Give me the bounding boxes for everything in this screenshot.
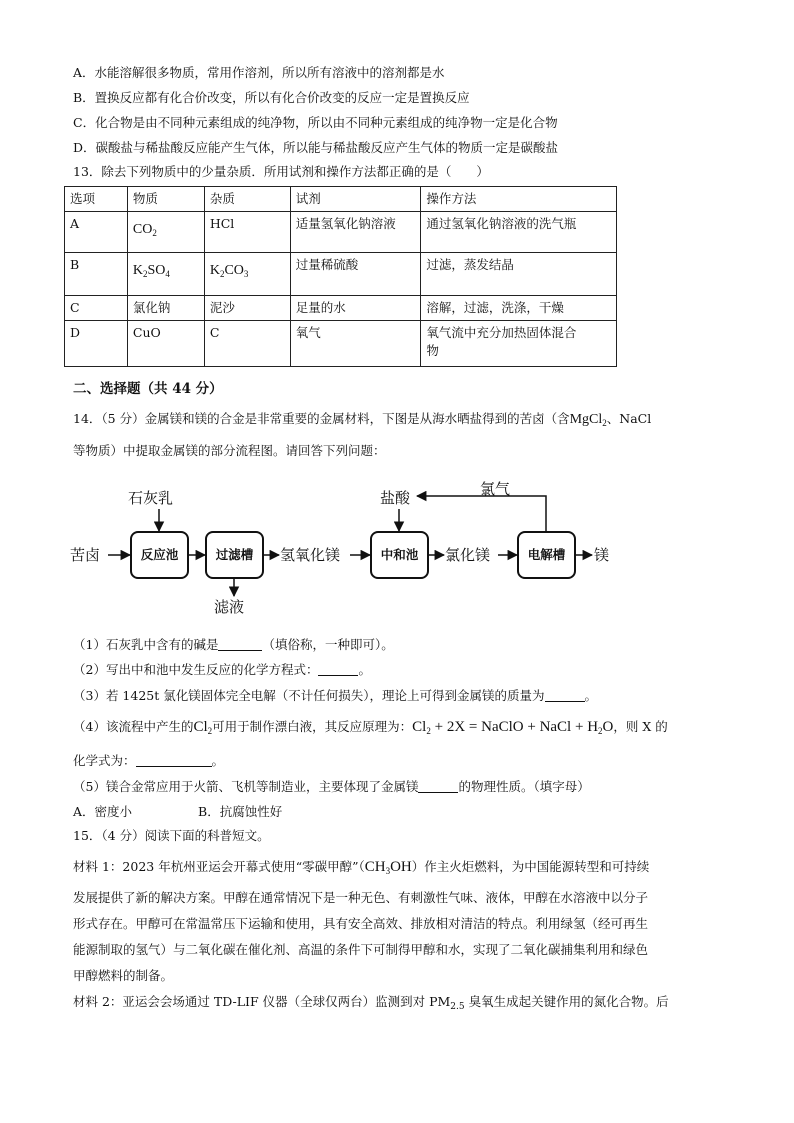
method-cell: 通过氢氧化钠溶液的洗气瓶	[421, 212, 617, 253]
flow-diagram	[68, 476, 628, 626]
reagent-cell: 氧气	[290, 321, 421, 367]
q12-option-d: D．碳酸盐与稀盐酸反应能产生气体，所以能与稀盐酸反应产生气体的物质一定是碳酸盐	[73, 140, 559, 155]
option-cell: C	[65, 296, 128, 321]
answer-blank[interactable]	[418, 792, 458, 793]
q15-material2-line1: 材料 2：亚运会会场通过 TD-LIF 仪器（全球仅两台）监测到对 $PM_{2.5}$ 臭氧生成起关键作用的氮化合物。后	[73, 994, 669, 1012]
table-row	[65, 253, 617, 296]
table-row	[65, 296, 617, 321]
q15-material1-line: 形式存在。甲醇可在常温常压下运输和使用，具有安全高效、排放相对清洁的特点。利用绿氢（经可再生	[73, 916, 649, 931]
table-row	[65, 321, 617, 367]
header-cell: 操作方法	[421, 187, 617, 212]
box2-label: 过滤槽	[215, 547, 254, 562]
reagent-top-label: 石灰乳	[128, 489, 174, 507]
substance-cell: 氯化钠	[127, 296, 204, 321]
option-cell: B	[65, 253, 128, 296]
reagent-cell: 适量氢氧化钠溶液	[290, 212, 421, 253]
substance-cell: $K_2SO_4$	[127, 253, 204, 296]
header-cell: 杂质	[204, 187, 290, 212]
impurity-cell: HCl	[204, 212, 290, 253]
q14-sub1: （1）石灰乳中含有的碱是 （填俗称，一种即可）。	[73, 637, 394, 652]
box3-label: 中和池	[380, 547, 419, 562]
header-cell: 物质	[127, 187, 204, 212]
q15-stem: 15．（4 分）阅读下面的科普短文。	[73, 828, 270, 843]
acid-label: 盐酸	[380, 489, 411, 507]
header-cell: 试剂	[290, 187, 421, 212]
q12-option-c: C．化合物是由不同种元素组成的纯净物，所以由不同种元素组成的纯净物一定是化合物	[73, 115, 558, 130]
q14-sub5: （5）镁合金常应用于火箭、飞机等制造业，主要体现了金属镁 的物理性质。（填字母）	[73, 779, 590, 794]
reagent-cell: 过量稀硫酸	[290, 253, 421, 296]
box4-label: 电解槽	[527, 547, 566, 562]
method-cell: 溶解，过滤，洗涤，干燥	[421, 296, 617, 321]
table-header-row	[65, 187, 617, 212]
method-cell: 过滤，蒸发结晶	[421, 253, 617, 296]
q12-option-b: B．置换反应都有化合价改变，所以有化合价改变的反应一定是置换反应	[73, 90, 470, 105]
q15-material1-line: 发展提供了新的解决方案。甲醇在通常情况下是一种无色、有刺激性气味、液体，甲醇在水溶液中以分子	[73, 890, 649, 905]
q14-sub4: （4）该流程中产生的$Cl_2$可用于制作漂白液，其反应原理为：$Cl_2 + 2X$ = NaClO + NaCl + $H_2O$，则 X 的	[73, 719, 668, 736]
q13-stem: 13．除去下列物质中的少量杂质．所用试剂和操作方法都正确的是（ ）	[73, 164, 489, 179]
answer-blank[interactable]	[218, 650, 262, 651]
q15-material1-line: 能源制取的氢气）与二氧化碳在催化剂、高温的条件下可制得甲醇和水，实现了二氧化碳捕集利用和绿色	[73, 942, 649, 957]
section-title: 二、选择题（共 44 分）	[73, 381, 223, 397]
header-cell: 选项	[65, 187, 128, 212]
q14-stem-line2: 等物质）中提取金属镁的部分流程图。请回答下列问题：	[73, 443, 386, 458]
q14-stem-line1: 14．（5 分）金属镁和镁的合金是非常重要的金属材料，下图是从海水晒盐得到的苦卤（含MgCl$_2$、NaCl	[73, 411, 652, 428]
option-cell: A	[65, 212, 128, 253]
q15-material1-line: 甲醇燃料的制备。	[73, 968, 174, 983]
mid-product-label: 氢氧化镁	[280, 546, 341, 564]
option-a: A．密度小	[73, 804, 133, 819]
q12-option-a: A．水能溶解很多物质，常用作溶剂，所以所有溶液中的溶剂都是水	[73, 65, 445, 80]
q15-material1-line1: 材料 1：2023 年杭州亚运会开幕式使用“零碳甲醇$”(CH_3OH)$作主火炬燃料，为中国能源转型和可持续	[73, 859, 650, 876]
impurity-cell: C	[204, 321, 290, 367]
reagent-cell: 足量的水	[290, 296, 421, 321]
substance-cell: $CO_2$	[127, 212, 204, 253]
substance-cell: CuO	[127, 321, 204, 367]
impurity-cell: 泥沙	[204, 296, 290, 321]
filtrate-label: 滤液	[214, 598, 245, 616]
q14-sub5-options	[73, 803, 282, 821]
box1-label: 反应池	[140, 547, 179, 562]
mid-product2-label: 氯化镁	[445, 546, 491, 564]
table-row	[65, 212, 617, 253]
q13-table	[64, 186, 617, 367]
answer-blank[interactable]	[545, 701, 585, 702]
answer-blank[interactable]	[136, 766, 212, 767]
output-label: 镁	[594, 546, 610, 564]
answer-blank[interactable]	[318, 675, 358, 676]
impurity-cell: $K_2CO_3$	[204, 253, 290, 296]
method-cell: 氧气流中充分加热固体混合 物	[421, 321, 617, 367]
q14-sub4-line2: 化学式为： 。	[73, 753, 225, 768]
option-cell: D	[65, 321, 128, 367]
input-label: 苦卤	[70, 546, 101, 564]
option-b: B．抗腐蚀性好	[198, 804, 283, 819]
q14-sub3: （3）若 1425t 氯化镁固体完全电解（不计任何损失），理论上可得到金属镁的质量为 。	[73, 688, 598, 703]
q14-sub2: （2）写出中和池中发生反应的化学方程式： 。	[73, 662, 371, 677]
arrow-gas-loop	[417, 496, 546, 532]
gas-label: 氯气	[480, 480, 511, 498]
